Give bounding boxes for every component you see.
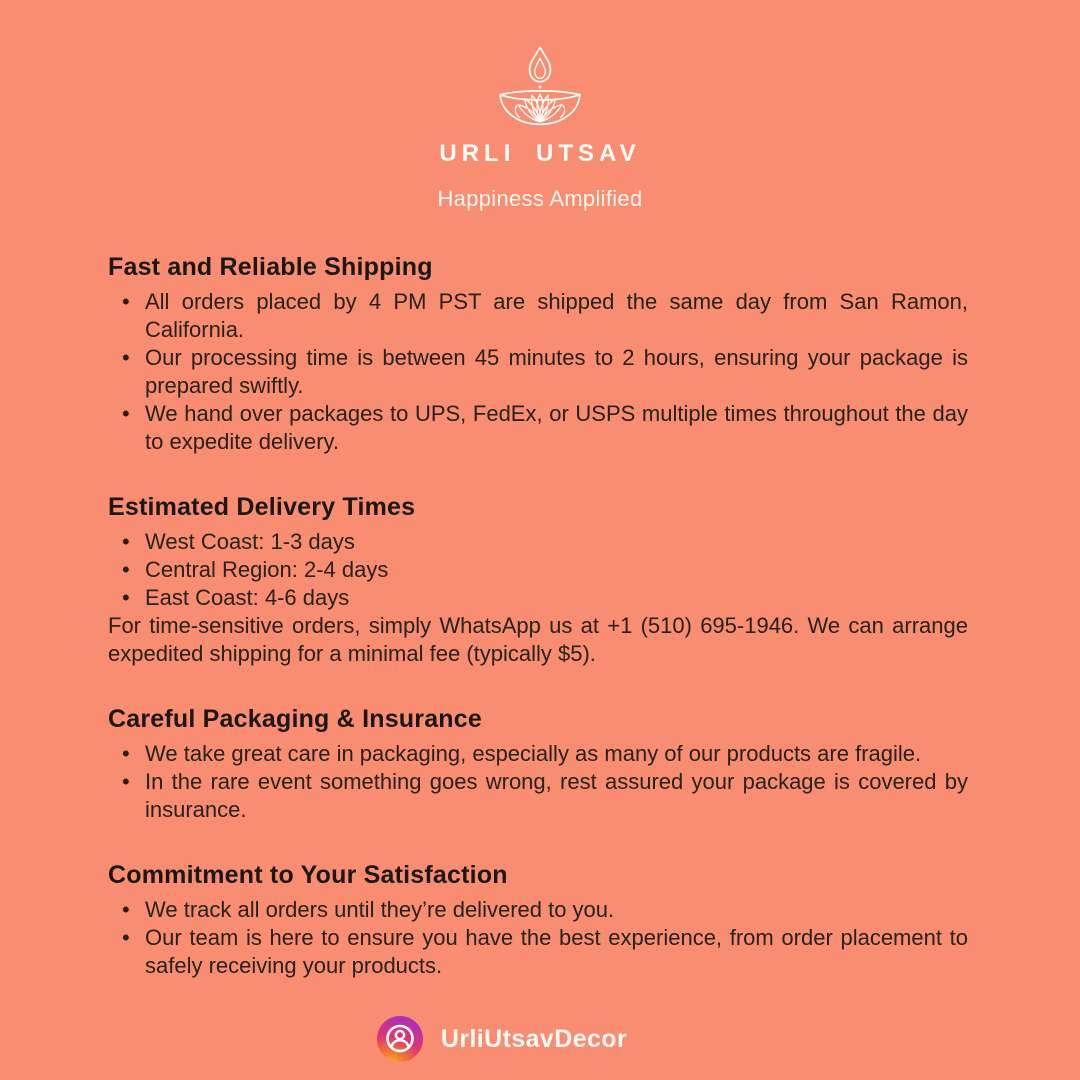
list-item: • Our processing time is between 45 minutes to 2 hours, ensuring your package is prepared swiftly. — [108, 344, 968, 400]
section-packaging — [108, 704, 968, 824]
bullet-list — [108, 896, 968, 980]
list-item: • We track all orders until they’re delivered to you. — [108, 896, 968, 924]
list-item: • West Coast: 1-3 days — [108, 528, 968, 556]
header — [0, 0, 1080, 212]
section-title: Commitment to Your Satisfaction — [108, 861, 508, 889]
list-item: • We take great care in packaging, especially as many of our products are fragile. — [108, 740, 968, 768]
section-note: For time-sensitive orders, simply WhatsApp us at +1 (510) 695-1946. We can arrange expedited shipping for a minimal fee (typically $5). — [108, 613, 968, 666]
brand-tagline: Happiness Amplified — [437, 186, 643, 211]
brand-name: URLI UTSAV — [439, 140, 641, 167]
content — [108, 252, 968, 980]
bullet-list — [108, 288, 968, 456]
section-shipping — [108, 252, 968, 456]
footer — [0, 1016, 1042, 1062]
bullet-list — [108, 740, 968, 824]
list-item: • Our team is here to ensure you have the best experience, from order placement to safely receiving your products. — [108, 924, 968, 980]
section-title: Careful Packaging & Insurance — [108, 705, 482, 733]
instagram-profile-icon — [377, 1016, 423, 1062]
list-item: • In the rare event something goes wrong, rest assured your package is covered by insurance. — [108, 768, 968, 824]
section-title: Estimated Delivery Times — [108, 493, 416, 521]
section-satisfaction — [108, 860, 968, 980]
list-item: • All orders placed by 4 PM PST are shipped the same day from San Ramon, California. — [108, 288, 968, 344]
section-delivery-times — [108, 492, 968, 668]
section-title: Fast and Reliable Shipping — [108, 253, 433, 281]
bullet-list — [108, 528, 968, 612]
list-item: • East Coast: 4-6 days — [108, 584, 968, 612]
diya-lamp-lotus-icon — [0, 42, 1080, 132]
social-handle: UrliUtsavDecor — [440, 1024, 628, 1053]
list-item: • We hand over packages to UPS, FedEx, or USPS multiple times throughout the day to expedite delivery. — [108, 400, 968, 456]
list-item: • Central Region: 2-4 days — [108, 556, 968, 584]
